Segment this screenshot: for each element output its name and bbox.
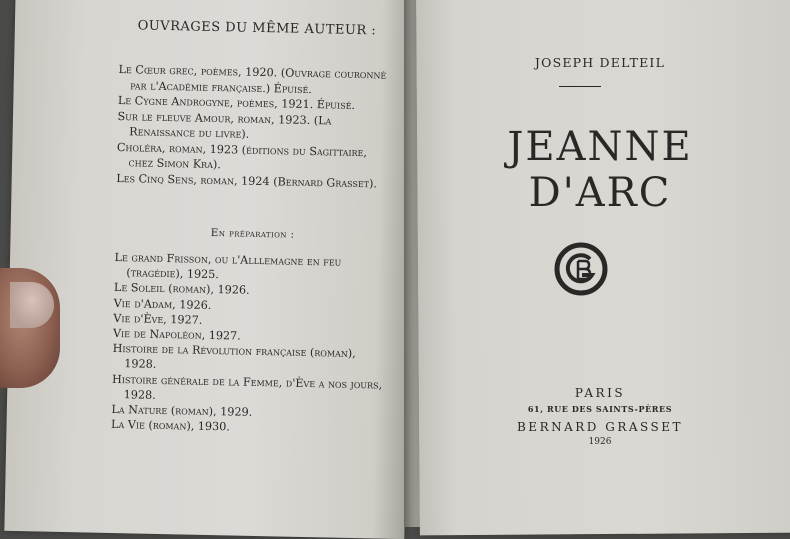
works-list (116, 62, 394, 192)
publication-year: 1926 (588, 437, 612, 447)
publisher-address: 61, RUE DES SAINTS-PÈRES (527, 404, 673, 414)
thumb-nail (10, 282, 54, 328)
publisher-name: BERNARD GRASSET (516, 420, 684, 434)
preparation-list (111, 250, 390, 438)
publisher-logo-icon (554, 242, 608, 296)
list-item: Histoire de la Révolution française (roman), 1928. (112, 342, 356, 372)
divider-rule (559, 86, 601, 87)
list-item: Vie d'Ève, 1927. (113, 311, 203, 327)
list-item: Histoire générale de la Femme, d'Ève a nos jours, 1928. (111, 372, 383, 402)
list-item: Les Cinq Sens, roman, 1924 (Bernard Grasset). (116, 171, 378, 190)
works-heading: OUVRAGES DU MÊME AUTEUR : (137, 18, 377, 39)
publisher-city: PARIS (574, 386, 626, 400)
list-item: La Vie (roman), 1930. (110, 418, 231, 434)
list-item: Le grand Frisson, ou l'Alllemagne en feu (tragédie), 1925. (114, 250, 342, 282)
list-item: Choléra, roman, 1923 (éditions du Sagittaire, chez Simon Kra). (116, 140, 368, 172)
list-item: Sur le fleuve Amour, roman, 1923. (La Renaissance du livre). (117, 109, 332, 141)
list-item: Le Cœur grec, poèmes, 1920. (Ouvrage couronné par l'Académie française.) Épuisé. (118, 62, 387, 96)
preparation-heading: En préparation : (210, 226, 295, 241)
list-item: Le Cygne Androgyne, poèmes, 1921. Épuisé. (117, 93, 356, 112)
title-page-content (430, 0, 770, 527)
author-name: JOSEPH DELTEIL (534, 55, 666, 70)
list-item: La Nature (roman), 1929. (111, 402, 253, 419)
list-item: Vie d'Adam, 1926. (113, 296, 212, 312)
book-title: JEANNE D'ARC (507, 124, 693, 216)
left-page-content (109, 0, 395, 533)
list-item: Vie de Napoléon, 1927. (112, 326, 241, 343)
list-item: Le Soleil (roman), 1926. (113, 281, 250, 298)
